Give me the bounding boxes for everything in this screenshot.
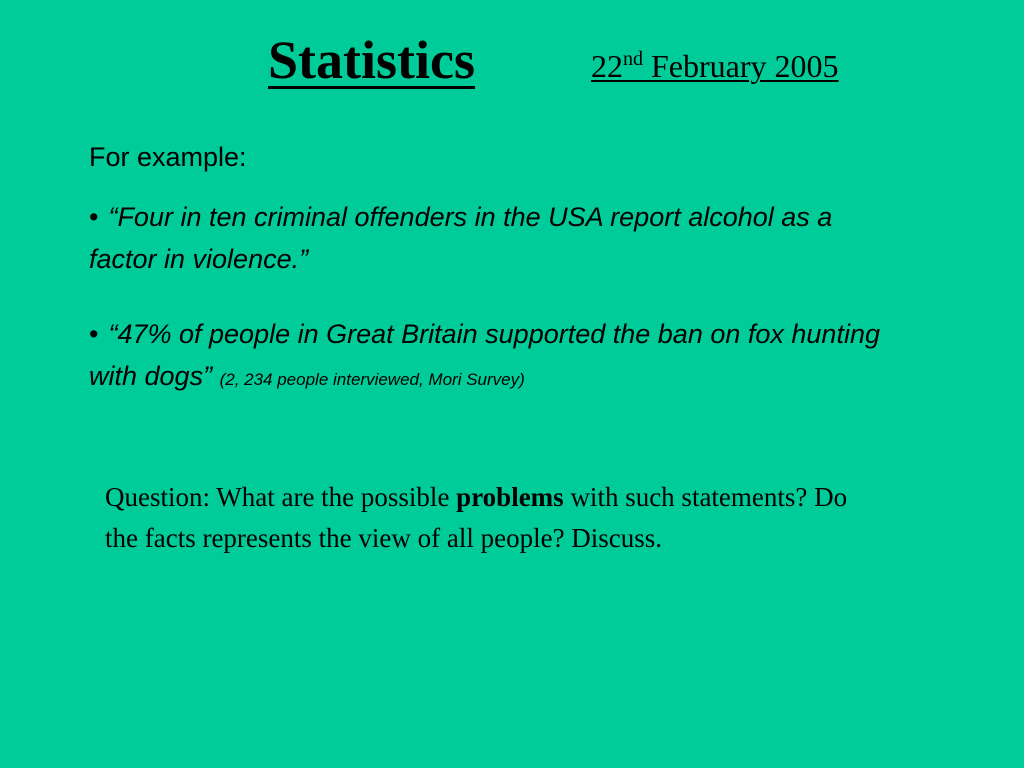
question-text-start: Question: What are the possible [105,482,457,512]
bullet-item [89,196,899,280]
slide-title: Statistics [268,30,475,90]
date-month-year: February 2005 [643,48,839,84]
bullet-marker: • [89,202,99,232]
intro-text: For example: [89,142,247,172]
bullet-text: “Four in ten criminal offenders in the USA report alcohol as a factor in violence.” [89,202,833,274]
date-suffix: nd [623,48,643,70]
date-day: 22 [591,48,623,84]
bullet-marker: • [89,319,99,349]
discussion-question [105,477,865,559]
question-emphasis: problems [456,482,564,512]
bullet-text: “47% of people in Great Britain supported the ban on fox hunting with dogs” [89,319,880,391]
slide-date [591,44,839,88]
bullet-source: (2, 234 people interviewed, Mori Survey) [219,370,525,389]
question-text-end: with such statements? Do the facts represents the view of all people? Discuss. [105,482,848,553]
bullet-item [89,313,899,401]
